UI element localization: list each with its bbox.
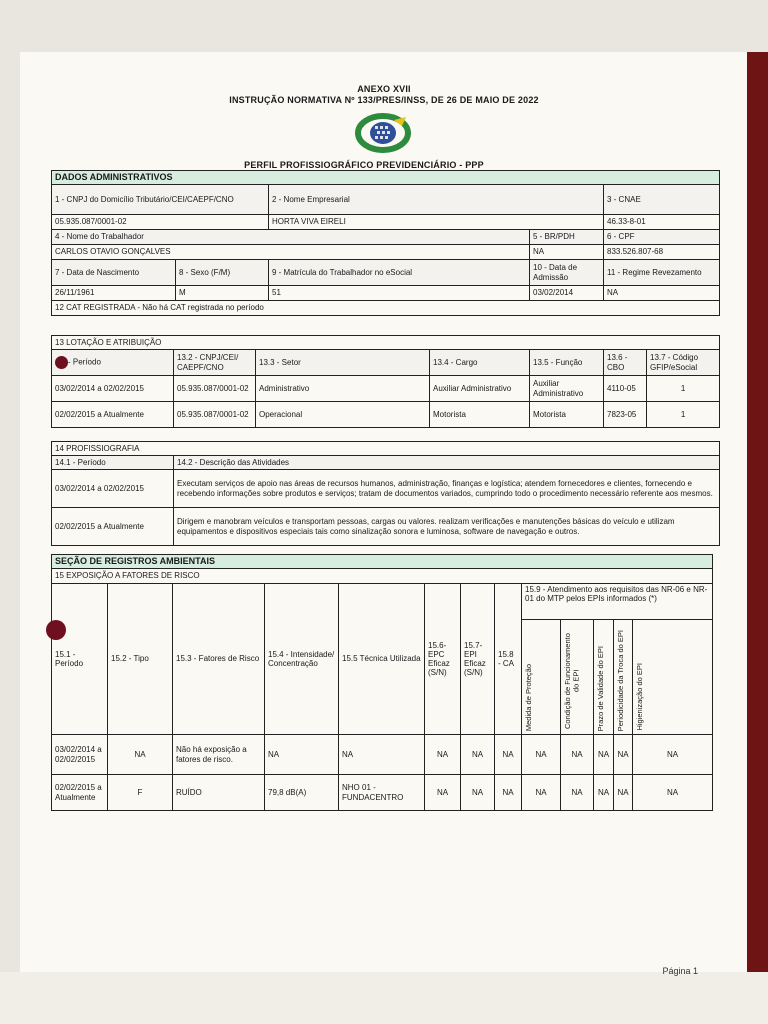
profissiografia-table: [51, 441, 720, 546]
esocial-value: 51: [269, 286, 530, 301]
lotacao-cell: 7823-05: [604, 402, 647, 428]
red-dot-icon: [46, 620, 66, 640]
exposure-title: 15 EXPOSIÇÃO A FATORES DE RISCO: [52, 569, 713, 584]
epi-requirements-header: 15.9 - Atendimento aos requisitos das NR-06 e NR-01 do MTP pelos EPIs informados (*): [522, 584, 713, 620]
exp-period-header: 15.1 - Período: [52, 584, 108, 735]
exp-cell: 02/02/2015 a Atualmente: [52, 775, 108, 811]
cpf-value: 833.526.807-68: [604, 245, 720, 260]
prof-desc-header: 14.2 - Descrição das Atividades: [174, 456, 720, 470]
lotacao-cell: 1: [647, 376, 720, 402]
cnpj-header: 13.2 - CNPJ/CEI/ CAEPF/CNO: [174, 350, 256, 376]
table-surface: [0, 972, 768, 1024]
exp-cell: F: [108, 775, 173, 811]
cat-row: 12 CAT REGISTRADA - Não há CAT registrada no período: [52, 301, 720, 316]
document-title: PERFIL PROFISSIOGRÁFICO PREVIDENCIÁRIO - PPP: [244, 160, 484, 170]
page-number: Página 1: [662, 966, 698, 976]
exp-intensity-header: 15.4 - Intensidade/ Concentração: [265, 584, 339, 735]
exp-cell: NA: [461, 735, 495, 775]
prof-period: 03/02/2014 a 02/02/2015: [52, 470, 174, 508]
cpf-label: 6 - CPF: [604, 230, 720, 245]
epi-replacement-label: Periodicidade da Troca do EPI: [616, 629, 625, 731]
exp-cell: NA: [614, 735, 633, 775]
lotacao-cell: 05.935.087/0001-02: [174, 376, 256, 402]
lotacao-cell: Motorista: [430, 402, 530, 428]
red-dot-icon: [55, 356, 68, 369]
esocial-label: 9 - Matrícula do Trabalhador no eSocial: [269, 260, 530, 286]
exp-cell: NA: [265, 735, 339, 775]
exp-technique-header: 15.5 Técnica Utilizada: [339, 584, 425, 735]
regime-label: 11 - Regime Revezamento: [604, 260, 720, 286]
exp-cell: NHO 01 - FUNDACENTRO: [339, 775, 425, 811]
worker-name-label: 4 - Nome do Trabalhador: [52, 230, 530, 245]
role-header: 13.4 - Cargo: [430, 350, 530, 376]
admission-label: 10 - Data de Admissão: [530, 260, 604, 286]
exp-cell: NA: [522, 775, 561, 811]
cbo-header: 13.6 - CBO: [604, 350, 647, 376]
exp-cell: Não há exposição a fatores de risco.: [173, 735, 265, 775]
exp-cell: NA: [594, 735, 614, 775]
brpdh-value: NA: [530, 245, 604, 260]
lotacao-cell: 4110-05: [604, 376, 647, 402]
prof-period-header: 14.1 - Período: [52, 456, 174, 470]
exp-ca-header: 15.8 - CA: [495, 584, 522, 735]
exp-cell: NA: [633, 735, 713, 775]
exp-epc-header: 15.6- EPC Eficaz (S/N): [425, 584, 461, 735]
epi-hygiene-header: [633, 620, 713, 735]
sex-value: M: [176, 286, 269, 301]
exp-cell: NA: [425, 735, 461, 775]
cnpj-value: 05.935.087/0001-02: [52, 215, 269, 230]
lotacao-title: 13 LOTAÇÃO E ATRIBUIÇÃO: [52, 336, 720, 350]
period-header: [52, 350, 174, 376]
lotacao-cell: 03/02/2014 a 02/02/2015: [52, 376, 174, 402]
exp-cell: NA: [425, 775, 461, 811]
company-label: 2 - Nome Empresarial: [269, 185, 604, 215]
sex-label: 8 - Sexo (F/M): [176, 260, 269, 286]
brpdh-label: 5 - BR/PDH: [530, 230, 604, 245]
inss-logo-icon: [354, 112, 412, 154]
exp-epi-header: 15.7- EPI Eficaz (S/N): [461, 584, 495, 735]
admin-table: [51, 170, 720, 316]
lotacao-cell: Auxiliar Administrativo: [430, 376, 530, 402]
instruction-title: INSTRUÇÃO NORMATIVA Nº 133/PRES/INSS, DE 26 DE MAIO DE 2022: [229, 95, 539, 105]
period-header-label: - Período: [68, 357, 101, 367]
exp-cell: RUÍDO: [173, 775, 265, 811]
sector-header: 13.3 - Setor: [256, 350, 430, 376]
lotacao-cell: Administrativo: [256, 376, 430, 402]
protection-measure-label: Medida de Proteção: [524, 663, 533, 731]
company-value: HORTA VIVA EIRELI: [269, 215, 604, 230]
exp-cell: NA: [339, 735, 425, 775]
protection-measure-header: [522, 620, 561, 735]
cnpj-label: 1 - CNPJ do Domicílio Tributário/CEI/CAEPF/CNO: [52, 185, 269, 215]
epi-condition-label: Condição de Funcionamento do EPI: [563, 633, 581, 729]
exp-cell: NA: [495, 735, 522, 775]
admission-value: 03/02/2014: [530, 286, 604, 301]
exp-cell: NA: [561, 735, 594, 775]
lotacao-cell: Auxiliar Administrativo: [530, 376, 604, 402]
exp-cell: NA: [461, 775, 495, 811]
admin-section-header: DADOS ADMINISTRATIVOS: [52, 171, 720, 185]
exp-cell: NA: [633, 775, 713, 811]
epi-hygiene-label: Higienização do EPI: [635, 663, 644, 731]
prof-desc: Executam serviços de apoio nas áreas de recursos humanos, administração, finanças e logística; atendem fornecedores e clientes, fornecendo e recebendo informações sobre produtos e serviços; tratam de documentos variados, cumprindo todo o procedimento necessário referente aos mesmos.: [174, 470, 720, 508]
environment-section-header: SEÇÃO DE REGISTROS AMBIENTAIS: [52, 555, 713, 569]
function-header: 13.5 - Função: [530, 350, 604, 376]
lotacao-cell: 02/02/2015 a Atualmente: [52, 402, 174, 428]
epi-replacement-header: [614, 620, 633, 735]
exp-cell: NA: [561, 775, 594, 811]
annex-title: ANEXO XVII: [357, 84, 411, 94]
regime-value: NA: [604, 286, 720, 301]
exp-cell: NA: [108, 735, 173, 775]
worker-name-value: CARLOS OTAVIO GONÇALVES: [52, 245, 530, 260]
exp-factor-header: 15.3 - Fatores de Risco: [173, 584, 265, 735]
red-background: [747, 52, 768, 972]
lotacao-cell: Motorista: [530, 402, 604, 428]
exp-cell: NA: [522, 735, 561, 775]
epi-condition-header: [561, 620, 594, 735]
lotacao-table: [51, 335, 720, 428]
lotacao-cell: 1: [647, 402, 720, 428]
birthdate-value: 26/11/1961: [52, 286, 176, 301]
exp-cell: NA: [614, 775, 633, 811]
exp-cell: 79,8 dB(A): [265, 775, 339, 811]
prof-title: 14 PROFISSIOGRAFIA: [52, 442, 720, 456]
lotacao-cell: 05.935.087/0001-02: [174, 402, 256, 428]
exp-cell: NA: [594, 775, 614, 811]
prof-desc: Dirigem e manobram veículos e transportam pessoas, cargas ou valores. realizam verificações e manutenções básicas do veículo e utilizam equipamentos e dispositivos especiais tais como sinalização sonora e luminosa, software de navegação e outros.: [174, 508, 720, 546]
exp-type-header: 15.2 - Tipo: [108, 584, 173, 735]
epi-validity-label: Prazo de Validade do EPI: [596, 645, 605, 731]
cnae-label: 3 - CNAE: [604, 185, 720, 215]
birthdate-label: 7 - Data de Nascimento: [52, 260, 176, 286]
environment-table: [51, 554, 713, 811]
epi-validity-header: [594, 620, 614, 735]
prof-period: 02/02/2015 a Atualmente: [52, 508, 174, 546]
lotacao-cell: Operacional: [256, 402, 430, 428]
gfip-header: 13.7 - Código GFIP/eSocial: [647, 350, 720, 376]
exp-cell: NA: [495, 775, 522, 811]
cnae-value: 46.33-8-01: [604, 215, 720, 230]
exp-cell: 03/02/2014 a 02/02/2015: [52, 735, 108, 775]
